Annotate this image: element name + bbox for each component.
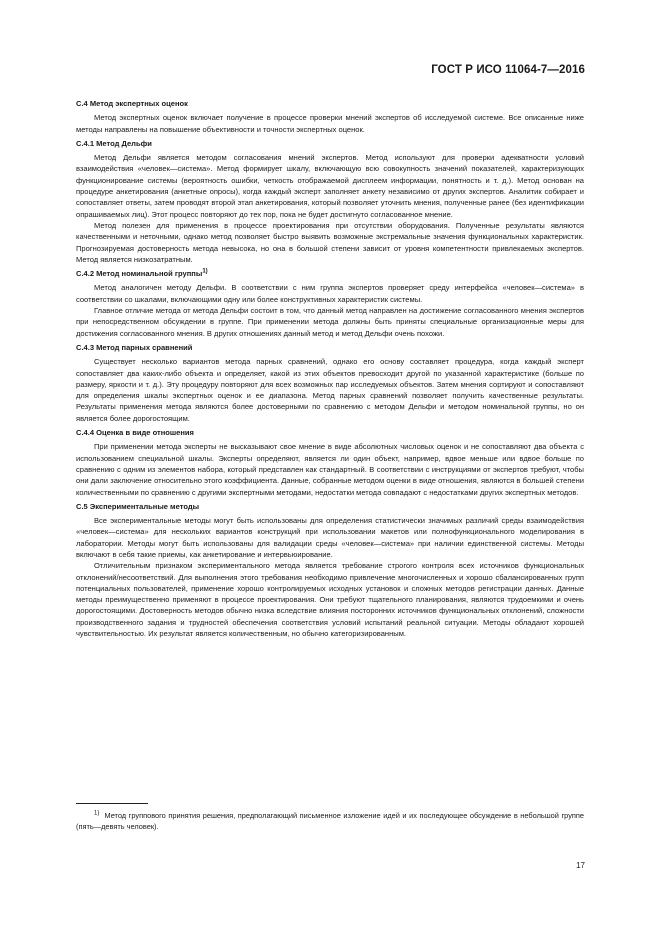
footnote-text: Метод группового принятия решения, предполагающий письменное изложение идей и их последующее обсуждение в небольшой группе (пять—девять человек). [76,811,584,832]
paragraph: Отличительным признаком экспериментального метода является требование строгого контроля всех источников функциональных отклонений/несоответствий. Для выполнения этого требования необходимо привлечение многочисленных и хорошо сбалансированных групп потенциальных пользователей, применение хорошо контролируемых исходных установок и сложных методов регистрации данных. Данные методы преимущественно применяют в процессе проектирования. Они требуют тщательного планирования, являются трудоемкими и очень дорогостоящими. Достоверность методов обычно низка вследствие влияния посторонних источников функциональных отклонений, сложности производственного задания и трудностей обеспечения соответствия условий испытаний реальной ситуации. Методы обладают хорошей чувствительностью. Их результат является количественным, но обычно категоризированным. [76,561,584,639]
paragraph: Метод полезен для применения в процессе проектирования при отсутствии оборудования. Полученные результаты являются качественными и неточными, однако метод позволяет быстро выявить возможные экстремальные значения функциональных характеристик. Прогнозируемая достоверность метода невысока, но она в большой степени зависит от уровня компетентности привлекаемых экспертов. Метод является низкозатратным. [76,220,584,264]
paragraph: Метод аналогичен методу Дельфи. В соответствии с ним группа экспертов проверяет среду интерфейса «человек—система» в соответствии со шкалами, включающими одну или более конструктивных характеристик системы. [76,283,584,304]
section-heading-c4-2 [76,268,584,279]
footnote [76,810,584,833]
footnote-divider [76,803,148,804]
heading-text: С.4.2 Метод номинальной группы [76,269,203,279]
paragraph: При применении метода эксперты не высказывают свое мнение в виде абсолютных числовых оценок и не сопоставляют два объекта с использованием специальной шкалы. Эксперты определяют, является ли один объект, например, вдвое меньше или вдвое больше по сравнению с одним из элементов набора, который представлен как стандартный. В соответствии с инструкциями от экспертов требуют, чтобы они дали заключение относительно этого коэффициента. Данные, собранные методом оценки в виде отношения, являются в большей степени количественными по сравнению с другими экспертными методами, недостатки метода совпадают с недостатками других экспертных методов. [76,442,584,497]
section-heading-c4-4: С.4.4 Оценка в виде отношения [76,428,194,438]
document-body [76,96,584,639]
paragraph: Все экспериментальные методы могут быть использованы для определения статистически значимых различий среды взаимодействия «человек—система» для нескольких вариантов конструкций при использовании макетов или полнофункционального моделирования в лаборатории. Методы могут быть использованы для валидации среды «человек—система» при наличии единственной системы. Методы включают в себя такие приемы, как анкетирование и интервьюирование. [76,516,584,559]
section-heading-c5: С.5 Экспериментальные методы [76,501,200,511]
paragraph: Главное отличие метода от метода Дельфи состоит в том, что данный метод направлен на достижение согласованного мнения экспертов при непосредственном обсуждении в группе. При применении метода должны быть приняты специальные организационные меры для достижения согласованного мнения. В других отношениях данный метод и метод Дельфи очень похожи. [76,306,584,338]
paragraph: Существует несколько вариантов метода парных сравнений, однако его основу составляет процедура, когда каждый эксперт сопоставляет два каких-либо объекта и определяет, какой из этих объектов превосходит другой по указанной характеристике (больше по размеру, яркости и т. д.). Эту процедуру повторяют для всех возможных пар исследуемых объектов. Затем мнения сортируют и сопоставляют для определения шкалы экспертных оценок и ее диапазона. Метод парных сравнений позволяет получить качественные результаты. Результаты применения метода являются более достоверными по сравнению с методом Дельфи и методом номинальной группы, но он является более дорогостоящим. [76,357,584,423]
document-code: ГОСТ Р ИСО 11064-7—2016 [431,64,585,76]
section-heading-c4-3: С.4.3 Метод парных сравнений [76,342,193,352]
section-heading-c4: С.4 Метод экспертных оценок [76,99,188,108]
paragraph: Метод экспертных оценок включает получение в процессе проверки мнений экспертов об исследуемой системе. Все описанные ниже методы направлены на повышение объективности и точности экспертных оценок. [76,113,584,134]
paragraph: Метод Дельфи является методом согласования мнений экспертов. Метод используют для проверки адекватности условий взаимодействия «человек—система». Метод формирует шкалу, включающую всю совокупность значений показателей, характеризующих функционирование системы (вероятность ошибки, четкость отображаемой дисплеем информации, понятность и т. д.). Метод основан на процедуре анкетирования (анкетные опросы), когда каждый эксперт заполняет анкету независимо от других экспертов. Аналитик собирает и сопоставляет ответы, затем проводят второй этап анкетирования, который позволяет уточнить мнения, полученные ранее (без идентификации опрашиваемых лиц). Этот процесс повторяют до тех пор, пока не будет достигнуто согласованное мнение. [76,153,584,219]
footnote-mark: 1) [94,810,100,817]
section-heading-c4-1: С.4.1 Метод Дельфи [76,138,152,148]
footnote-ref: 1) [202,268,208,275]
page-number: 17 [576,861,585,870]
